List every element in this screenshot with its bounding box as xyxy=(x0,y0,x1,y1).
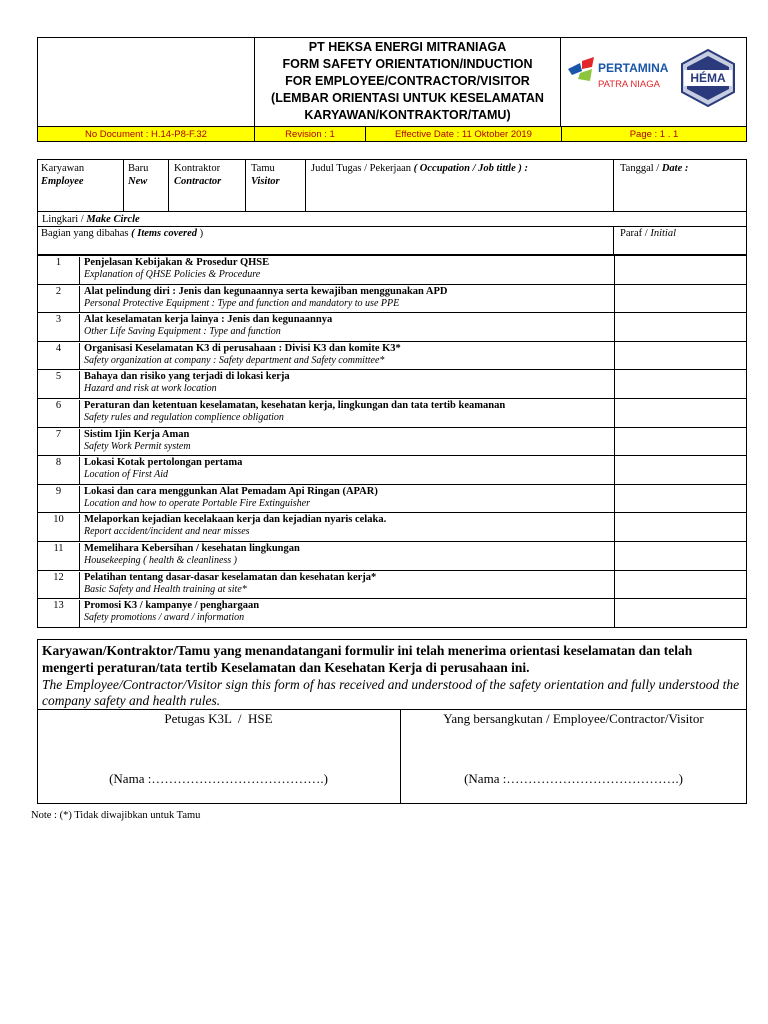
list-item xyxy=(37,570,747,599)
initial-cell[interactable] xyxy=(614,513,747,541)
item-number: 9 xyxy=(38,486,80,513)
item-number: 5 xyxy=(38,371,80,399)
list-item xyxy=(37,512,747,542)
pertamina-logo xyxy=(566,55,676,95)
item-description xyxy=(84,342,612,367)
items-covered-header xyxy=(37,226,614,255)
initial-cell[interactable] xyxy=(614,485,747,512)
initial-cell[interactable] xyxy=(614,542,747,570)
initial-cell[interactable] xyxy=(614,342,747,369)
initial-cell[interactable] xyxy=(614,456,747,484)
list-item xyxy=(37,398,747,428)
item-number: 13 xyxy=(38,600,80,628)
item-description xyxy=(84,285,612,310)
item-title: Bahaya dan risiko yang terjadi di lokasi kerja xyxy=(84,371,290,382)
item-number: 8 xyxy=(38,457,80,485)
lingkari-label: Lingkari / xyxy=(42,214,84,225)
item-subtitle: Basic Safety and Health training at site* xyxy=(84,584,247,595)
item-number: 10 xyxy=(38,514,80,542)
statement-en: The Employee/Contractor/Visitor sign this form of has received and understood of the safety orientation and fully understood the company safety and health rules. xyxy=(42,677,740,708)
initial-cell[interactable] xyxy=(614,370,747,398)
item-description xyxy=(84,485,612,510)
item-title: Sistim Ijin Kerja Aman xyxy=(84,429,190,440)
item-title: Lokasi dan cara menggunkan Alat Pemadam Api Ringan (APAR) xyxy=(84,486,378,497)
list-item xyxy=(37,369,747,399)
item-title: Organisasi Keselamatan K3 di perusahaan : Divisi K3 dan komite K3* xyxy=(84,343,401,354)
item-number: 3 xyxy=(38,314,80,342)
list-item xyxy=(37,598,747,628)
kontraktor-cell xyxy=(169,159,246,212)
kontraktor-label: Kontraktor xyxy=(174,163,221,174)
item-title: Alat keselamatan kerja lainya : Jenis dan kegunaannya xyxy=(84,314,333,325)
form-title-line4: (LEMBAR ORIENTASI UNTUK KESELAMATAN xyxy=(271,91,544,105)
baru-cell xyxy=(124,159,169,212)
items-covered-close: ) xyxy=(199,228,204,239)
item-number: 6 xyxy=(38,400,80,428)
date-label: Date : xyxy=(661,163,689,174)
date-cell[interactable] xyxy=(614,159,747,212)
item-description xyxy=(84,456,612,481)
initial-cell[interactable] xyxy=(614,571,747,598)
judul-label: Judul Tugas / Pekerjaan xyxy=(311,163,412,174)
baru-label: Baru xyxy=(128,163,149,174)
new-label: New xyxy=(128,176,148,187)
initial-header xyxy=(614,226,747,255)
initial-cell[interactable] xyxy=(614,285,747,312)
item-subtitle: Safety rules and regulation complience obligation xyxy=(84,412,284,423)
occupation-label: ( Occupation / Job tittle ) : xyxy=(413,163,528,174)
header-title-block xyxy=(255,37,561,127)
statement-id: Karyawan/Kontraktor/Tamu yang menandatangani formulir ini telah menerima orientasi keselamatan dan telah mengerti peraturan/tata tertib Keselamatan dan Kesehatan Kerja di perusahaan ini. xyxy=(42,643,693,675)
item-number: 7 xyxy=(38,429,80,456)
karyawan-label: Karyawan xyxy=(41,163,85,174)
make-circle-row xyxy=(37,211,747,227)
item-description xyxy=(84,313,612,338)
item-title: Peraturan dan ketentuan keselamatan, kesehatan kerja, lingkungan dan tata tertib keamanan xyxy=(84,400,506,411)
item-title: Memelihara Kebersihan / kesehatan lingkungan xyxy=(84,543,300,554)
participant-label: Yang bersangkutan / Employee/Contractor/Visitor xyxy=(443,711,704,726)
item-title: Pelatihan tentang dasar-dasar keselamatan dan kesehatan kerja* xyxy=(84,572,377,583)
item-description xyxy=(84,370,612,395)
item-description xyxy=(84,599,612,624)
hema-logo xyxy=(678,48,738,108)
item-description xyxy=(84,428,612,453)
initial-cell[interactable] xyxy=(614,313,747,341)
item-subtitle: Location and how to operate Portable Fire Extinguisher xyxy=(84,498,310,509)
hema-text: HÉMA xyxy=(690,71,726,85)
tamu-cell xyxy=(246,159,306,212)
item-title: Penjelasan Kebijakan & Prosedur QHSE xyxy=(84,257,270,268)
item-title: Lokasi Kotak pertolongan pertama xyxy=(84,457,243,468)
item-subtitle: Safety Work Permit system xyxy=(84,441,191,452)
form-title: FORM SAFETY ORIENTATION/INDUCTION xyxy=(282,57,533,71)
item-subtitle: Report accident/incident and near misses xyxy=(84,526,250,537)
initial-cell[interactable] xyxy=(614,599,747,627)
list-item xyxy=(37,541,747,571)
item-subtitle: Explanation of QHSE Policies & Procedure xyxy=(84,269,261,280)
item-number: 12 xyxy=(38,572,80,599)
initial-cell[interactable] xyxy=(614,399,747,427)
item-subtitle: Personal Protective Equipment : Type and function and mandatory to use PPE xyxy=(84,298,400,309)
karyawan-cell xyxy=(37,159,124,212)
item-title: Promosi K3 / kampanye / penghargaan xyxy=(84,600,260,611)
hse-officer-label: Petugas K3L / HSE xyxy=(164,711,273,726)
doc-number: No Document : H.14-P8-F.32 xyxy=(37,126,255,142)
item-description xyxy=(84,256,612,281)
list-item xyxy=(37,255,747,285)
item-subtitle: Safety organization at company : Safety department and Safety committee* xyxy=(84,355,385,366)
item-subtitle: Housekeeping ( health & cleanliness ) xyxy=(84,555,238,566)
make-circle-label: Make Circle xyxy=(86,214,140,225)
item-subtitle: Safety promotions / award / information xyxy=(84,612,245,623)
signature-top-line xyxy=(37,709,747,710)
occupation-cell[interactable] xyxy=(306,159,614,212)
initial-cell[interactable] xyxy=(614,428,747,455)
list-item xyxy=(37,341,747,370)
item-title: Melaporkan kejadian kecelakaan kerja dan kejadian nyaris celaka. xyxy=(84,514,387,525)
list-item xyxy=(37,427,747,456)
patra-niaga-text: PATRA NIAGA xyxy=(598,79,660,90)
item-number: 4 xyxy=(38,343,80,370)
employee-label: Employee xyxy=(41,176,84,187)
list-item xyxy=(37,312,747,342)
item-description xyxy=(84,542,612,567)
item-description xyxy=(84,399,612,424)
revision: Revision : 1 xyxy=(254,126,366,142)
footnote: Note : (*) Tidak diwajibkan untuk Tamu xyxy=(31,810,201,821)
bagian-label: Bagian yang dibahas xyxy=(41,228,129,239)
tanggal-label: Tanggal / xyxy=(620,163,660,174)
page-number: Page : 1 . 1 xyxy=(561,126,747,142)
hse-officer-name-field[interactable]: (Nama :………………………………….) xyxy=(109,771,328,786)
initial-cell[interactable] xyxy=(614,256,747,284)
item-subtitle: Hazard and risk at work location xyxy=(84,383,217,394)
effective-date: Effective Date : 11 Oktober 2019 xyxy=(365,126,562,142)
item-description xyxy=(84,571,612,596)
list-item xyxy=(37,455,747,485)
tamu-label: Tamu xyxy=(251,163,275,174)
form-title-line3: FOR EMPLOYEE/CONTRACTOR/VISITOR xyxy=(285,74,530,88)
header-left-blank xyxy=(37,37,255,127)
list-item xyxy=(37,484,747,513)
contractor-label: Contractor xyxy=(174,176,222,187)
item-description xyxy=(84,513,612,538)
item-number: 1 xyxy=(38,257,80,285)
company-name: PT HEKSA ENERGI MITRANIAGA xyxy=(308,40,507,54)
item-subtitle: Other Life Saving Equipment : Type and function xyxy=(84,326,281,337)
item-number: 11 xyxy=(38,543,80,571)
visitor-label: Visitor xyxy=(251,176,280,187)
form-title-line5: KARYAWAN/KONTRAKTOR/TAMU) xyxy=(304,108,511,122)
paraf-label: Paraf / xyxy=(620,228,648,239)
item-number: 2 xyxy=(38,286,80,313)
item-subtitle: Location of First Aid xyxy=(84,469,168,480)
item-title: Alat pelindung diri : Jenis dan kegunaannya serta kewajiban menggunakan APD xyxy=(84,286,448,297)
participant-name-field[interactable]: (Nama :………………………………….) xyxy=(464,771,683,786)
list-item xyxy=(37,284,747,313)
items-covered-label: ( Items covered xyxy=(131,228,198,239)
initial-label: Initial xyxy=(650,228,676,239)
pertamina-text: PERTAMINA xyxy=(598,61,669,75)
